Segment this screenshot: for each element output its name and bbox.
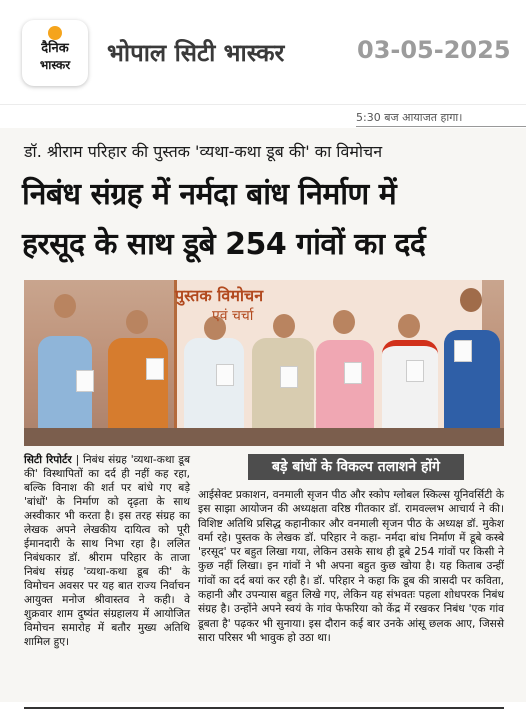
article-kicker: डॉ. श्रीराम परिहार की पुस्तक 'व्यथा-कथा डूब की' का विमोचन <box>24 142 383 161</box>
article-right-column: आईसेक्ट प्रकाशन, वनमाली सृजन पीठ और स्कोप ग्लोबल स्किल्स यूनिवर्सिटी के इस साझा आयोजन की अध्यक्षता वरिष्ठ गीतकार डॉ. रामवल्लभ आचार्य ने की। विशिष्ट अतिथि प्रसिद्ध कहानीकार और वनमाली सृजन पीठ के अध्यक्ष डॉ. मुकेश वर्मा रहे। पुस्तक के लेखक डॉ. परिहार ने कहा- नर्मदा बांध निर्माण में डूबे कस्बे 'हरसूद' पर बहुत लिखा गया, लेकिन उसके साथ ही डूबे 254 गांवों पर किसी ने कुछ नहीं लिखा। इन गांवों ने भी अपना बहुत कुछ खोया है। यह किताब उन्हीं गांवों का दर्द बयां कर रही है। डॉ. परिहार ने कहा कि डूब की त्रासदी पर कविता, कहानी और उपन्यास बहुत लिखे गए, लेकिन यह संभवतः पहला शोधपरक निबंध संग्रह है। उन्होंने अपने स्वयं के गांव फेफरिया को केंद्र में रखकर निबंध 'एक गांव डूबता है' पढ़कर भी सुनाया। इस दौरान कई बार उनके आंसू छलक आए, जिससे सारा परिसर भी भावुक हो उठा था। <box>198 489 504 644</box>
book-7 <box>454 340 472 362</box>
article-left-column <box>24 453 190 649</box>
byline-separator: | <box>71 454 84 466</box>
edition-date: 03-05-2025 <box>357 36 511 64</box>
stage-floor <box>24 428 504 446</box>
person-7-head <box>460 288 482 312</box>
person-2-head <box>126 310 148 334</box>
banner-title: पुस्तक विमोचन <box>175 286 264 305</box>
book-5 <box>344 362 362 384</box>
event-photo <box>24 280 504 446</box>
edition-title: भोपाल सिटी भास्कर <box>107 39 285 67</box>
article-subhead: बड़े बांधों के विकल्प तलाशने होंगे <box>248 454 464 480</box>
byline: सिटी रिपोर्टर <box>24 454 72 466</box>
sun-icon <box>48 26 62 40</box>
book-3 <box>216 364 234 386</box>
book-1 <box>76 370 94 392</box>
person-5-head <box>333 310 355 334</box>
next-article-rule <box>24 707 504 709</box>
headline-line1: निबंध संग्रह में नर्मदा बांध निर्माण में <box>22 177 397 212</box>
left-column-text: निबंध संग्रह 'व्यथा-कथा डूब की' विस्थापितों का दर्द ही नहीं कह रहा, बल्कि विनाश की शर्त पर बांधे गए बड़े 'बांधों' के निर्माण को दृढ़ता के साथ अस्वीकार भी करता है। इस तरह संग्रह का लेखक अपने लेखकीय दायित्व को पूरी ईमानदारी के साथ निभा रहा है। ललित निबंधकार डॉ. श्रीराम परिहार के ताजा निबंध संग्रह 'व्यथा-कथा डूब की' के विमोचन अवसर पर यह बात राज्य निर्वाचन आयुक्त मनोज श्रीवास्तव ने कही। वे शुक्रवार शाम दुष्यंत संग्रहालय में आयोजित विमोचन समारोह में बतौर मुख्य अतिथि शामिल हुए। <box>24 454 190 648</box>
book-4 <box>280 366 298 388</box>
person-1-head <box>54 294 76 318</box>
headline-line2: हरसूद के साथ डूबे 254 गांवों का दर्द <box>22 227 426 262</box>
clip-top-text: 5:30 बज आयाजत हागा। <box>356 111 463 124</box>
clip-top-rule <box>356 126 526 127</box>
logo-line2: भास्कर <box>39 58 71 72</box>
app-header <box>0 0 526 104</box>
book-6 <box>406 360 424 382</box>
dainik-bhaskar-logo[interactable] <box>22 20 88 86</box>
book-2 <box>146 358 164 380</box>
person-6-head <box>398 314 420 338</box>
banner-subtitle: एवं चर्चा <box>212 308 254 324</box>
person-4-head <box>273 314 295 338</box>
next-article-strip <box>0 702 526 717</box>
logo-line1: दैनिक <box>41 41 69 56</box>
